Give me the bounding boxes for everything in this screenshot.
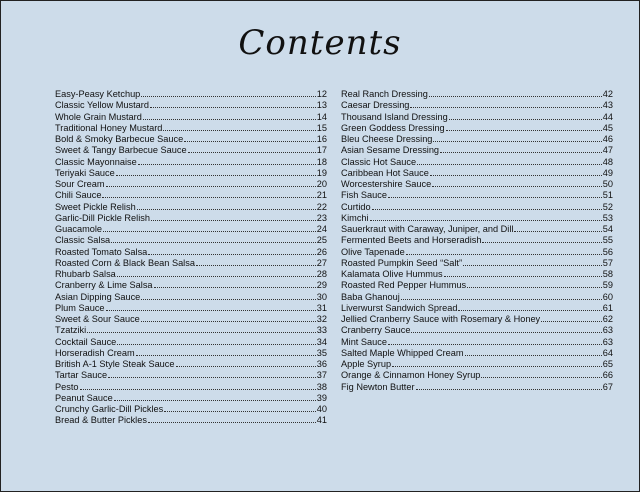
- toc-entry-title: Chili Sauce: [55, 190, 102, 201]
- toc-entry-page: 21: [316, 190, 327, 201]
- dot-leader: [440, 145, 602, 153]
- toc-entry-title: Kimchi: [341, 212, 369, 223]
- toc-entry-page: 15: [316, 122, 327, 133]
- toc-entry-title: Jellied Cranberry Sauce with Rosemary & Honey: [341, 314, 541, 324]
- dot-leader: [108, 370, 316, 378]
- toc-entry-page: 27: [316, 257, 327, 268]
- toc-entry-page: 24: [316, 224, 327, 234]
- dot-leader: [117, 337, 315, 345]
- toc-entry: [55, 157, 327, 168]
- toc-entry: [55, 224, 327, 235]
- toc-entry-page: 65: [602, 359, 613, 369]
- toc-entry: [341, 314, 613, 325]
- toc-right-column: [341, 89, 613, 393]
- toc-entry-page: 57: [602, 257, 613, 268]
- toc-entry: [341, 359, 613, 370]
- toc-entry: [55, 370, 327, 381]
- toc-entry-title: Liverwurst Sandwich Spread: [341, 302, 458, 313]
- toc-entry: [55, 314, 327, 325]
- toc-entry-title: Roasted Pumpkin Seed “Salt”: [341, 257, 463, 268]
- toc-entry-title: Fig Newton Butter: [341, 381, 415, 392]
- toc-entry: [55, 280, 327, 291]
- toc-entry-title: Sour Cream: [55, 179, 105, 189]
- toc-entry: [55, 359, 327, 370]
- toc-entry: [341, 112, 613, 123]
- toc-entry-title: Classic Hot Sauce: [341, 156, 417, 167]
- dot-leader: [106, 179, 316, 187]
- dot-leader: [417, 157, 602, 165]
- dot-leader: [196, 258, 316, 266]
- dot-leader: [148, 415, 316, 423]
- toc-entry-title: Guacamole: [55, 224, 102, 234]
- dot-leader: [372, 202, 602, 210]
- toc-entry: [341, 337, 613, 348]
- dot-leader: [465, 348, 602, 356]
- toc-entry: [55, 112, 327, 123]
- dot-leader: [103, 224, 316, 232]
- toc-entry: [55, 123, 327, 134]
- toc-entry-title: Orange & Cinnamon Honey Syrup: [341, 370, 481, 381]
- toc-entry: [341, 280, 613, 291]
- toc-entry: [341, 269, 613, 280]
- toc-entry: [341, 213, 613, 224]
- toc-entry-page: 63: [602, 336, 613, 347]
- toc-entry-page: 14: [316, 111, 327, 122]
- toc-entry: [55, 404, 327, 415]
- toc-entry-title: Classic Yellow Mustard: [55, 100, 149, 111]
- dot-leader: [176, 359, 316, 367]
- toc-entry-page: 60: [602, 291, 613, 302]
- toc-entry-page: 66: [602, 370, 613, 381]
- dot-leader: [449, 112, 602, 120]
- toc-entry-title: Olive Tapenade: [341, 246, 405, 257]
- toc-entry: [55, 190, 327, 201]
- toc-entry-title: Sauerkraut with Caraway, Juniper, and Dill: [341, 224, 514, 234]
- toc-entry-title: Classic Mayonnaise: [55, 156, 137, 167]
- toc-entry: [341, 89, 613, 100]
- toc-entry-page: 18: [316, 156, 327, 167]
- toc-entry: [55, 382, 327, 393]
- toc-entry-title: Plum Sauce: [55, 302, 105, 313]
- toc-entry: [55, 134, 327, 145]
- toc-entry-page: 40: [316, 404, 327, 414]
- toc-entry-title: Apple Syrup: [341, 359, 392, 369]
- toc-entry-page: 28: [316, 269, 327, 279]
- dot-leader: [141, 292, 315, 300]
- toc-entry-title: Garlic-Dill Pickle Relish: [55, 212, 150, 223]
- dot-leader: [114, 393, 316, 401]
- toc-entry-title: Pesto: [55, 381, 79, 392]
- toc-entry: [55, 258, 327, 269]
- toc-entry-title: Sweet & Sour Sauce: [55, 314, 140, 324]
- dot-leader: [541, 314, 602, 322]
- toc-entry-title: Bleu Cheese Dressing: [341, 134, 433, 144]
- toc-entry: [341, 258, 613, 269]
- toc-entry: [55, 168, 327, 179]
- dot-leader: [163, 123, 315, 131]
- dot-leader: [429, 89, 602, 97]
- toc-entry-page: 58: [602, 269, 613, 279]
- dot-leader: [106, 303, 316, 311]
- toc-entry-title: Tartar Sauce: [55, 370, 108, 381]
- toc-entry: [55, 292, 327, 303]
- toc-entry: [55, 145, 327, 156]
- toc-entry-title: Easy-Peasy Ketchup: [55, 89, 141, 99]
- toc-entry-title: Classic Salsa: [55, 235, 111, 246]
- dot-leader: [117, 269, 316, 277]
- toc-entry-title: Kalamata Olive Hummus: [341, 269, 443, 279]
- dot-leader: [416, 382, 602, 390]
- toc-entry: [55, 213, 327, 224]
- toc-entry: [55, 269, 327, 280]
- toc-entry-page: 30: [316, 291, 327, 302]
- toc-entry-title: Fermented Beets and Horseradish: [341, 235, 482, 246]
- dot-leader: [138, 157, 316, 165]
- toc-entry-page: 41: [316, 415, 327, 426]
- toc-entry: [55, 415, 327, 426]
- toc-entry-title: Sweet & Tangy Barbecue Sauce: [55, 145, 187, 156]
- toc-entry: [55, 348, 327, 359]
- toc-entry-title: Sweet Pickle Relish: [55, 201, 136, 212]
- toc-entry-page: 43: [602, 100, 613, 111]
- toc-entry-page: 54: [602, 224, 613, 234]
- toc-entry-page: 20: [316, 179, 327, 189]
- toc-entry-page: 16: [316, 134, 327, 144]
- toc-entry: [55, 337, 327, 348]
- toc-entry: [341, 134, 613, 145]
- toc-entry-page: 19: [316, 167, 327, 178]
- dot-leader: [111, 235, 316, 243]
- dot-leader: [406, 247, 602, 255]
- toc-entry-page: 46: [602, 134, 613, 144]
- toc-entry-page: 29: [316, 280, 327, 291]
- toc-entry-title: British A-1 Style Steak Sauce: [55, 359, 175, 369]
- toc-entry-title: Traditional Honey Mustard: [55, 122, 163, 133]
- dot-leader: [388, 337, 602, 345]
- toc-entry-title: Mint Sauce: [341, 336, 387, 347]
- toc-entry-title: Baba Ghanouj: [341, 291, 400, 302]
- toc-entry: [341, 224, 613, 235]
- toc-entry-page: 44: [602, 111, 613, 122]
- toc-entry-page: 17: [316, 145, 327, 156]
- dot-leader: [432, 179, 602, 187]
- toc-entry-page: 12: [316, 89, 327, 99]
- dot-leader: [446, 123, 602, 131]
- toc-entry-title: Cranberry Sauce: [341, 325, 411, 336]
- toc-entry-page: 62: [602, 314, 613, 324]
- toc-entry-page: 31: [316, 302, 327, 313]
- toc-entry-page: 13: [316, 100, 327, 111]
- toc-entry: [55, 202, 327, 213]
- dot-leader: [458, 303, 601, 311]
- toc-entry-title: Fish Sauce: [341, 190, 387, 201]
- toc-entry-page: 36: [316, 359, 327, 369]
- toc-entry-title: Bold & Smoky Barbecue Sauce: [55, 134, 184, 144]
- dot-leader: [141, 89, 315, 97]
- toc-entry-title: Asian Dipping Sauce: [55, 291, 141, 302]
- toc-entry-title: Roasted Corn & Black Bean Salsa: [55, 257, 195, 268]
- toc-entry-page: 38: [316, 381, 327, 392]
- toc-left-column: [55, 89, 327, 427]
- toc-entry-page: 23: [316, 212, 327, 223]
- toc-entry-title: Caesar Dressing: [341, 100, 410, 111]
- toc-entry: [341, 303, 613, 314]
- dot-leader: [164, 404, 316, 412]
- page-title: Contents: [238, 23, 402, 63]
- dot-leader: [370, 213, 602, 221]
- toc-entry: [55, 325, 327, 336]
- toc-entry: [55, 235, 327, 246]
- toc-entry-page: 32: [316, 314, 327, 324]
- toc-entry: [341, 325, 613, 336]
- dot-leader: [463, 258, 602, 266]
- toc-entry-page: 42: [602, 89, 613, 99]
- toc-entry-page: 63: [602, 325, 613, 336]
- toc-entry: [341, 235, 613, 246]
- toc-entry-title: Peanut Sauce: [55, 392, 113, 403]
- toc-entry: [341, 202, 613, 213]
- dot-leader: [433, 134, 601, 142]
- toc-entry-title: Crunchy Garlic-Dill Pickles: [55, 404, 164, 414]
- dot-leader: [482, 235, 601, 243]
- toc-entry-title: Salted Maple Whipped Cream: [341, 347, 464, 358]
- dot-leader: [430, 168, 602, 176]
- dot-leader: [410, 100, 601, 108]
- toc-entry: [341, 382, 613, 393]
- toc-entry: [341, 123, 613, 134]
- toc-entry-page: 25: [316, 235, 327, 246]
- dot-leader: [467, 280, 602, 288]
- toc-entry: [341, 100, 613, 111]
- toc-entry: [55, 303, 327, 314]
- toc-entry-title: Tzatziki: [55, 325, 87, 336]
- toc-entry-page: 34: [316, 336, 327, 347]
- toc-entry-page: 55: [602, 235, 613, 246]
- toc-entry-title: Caribbean Hot Sauce: [341, 167, 429, 178]
- dot-leader: [141, 314, 316, 322]
- toc-entry-title: Rhubarb Salsa: [55, 269, 116, 279]
- toc-entry-title: Horseradish Cream: [55, 347, 135, 358]
- toc-entry: [55, 89, 327, 100]
- dot-leader: [401, 292, 602, 300]
- toc-entry: [341, 370, 613, 381]
- toc-entry-title: Teriyaki Sauce: [55, 167, 115, 178]
- toc-entry-page: 59: [602, 280, 613, 291]
- toc-entry: [55, 247, 327, 258]
- dot-leader: [154, 280, 316, 288]
- toc-entry-page: 22: [316, 201, 327, 212]
- dot-leader: [143, 112, 316, 120]
- dot-leader: [102, 190, 315, 198]
- toc-entry: [341, 168, 613, 179]
- toc-entry-page: 48: [602, 156, 613, 167]
- dot-leader: [392, 359, 602, 367]
- toc-entry-page: 45: [602, 122, 613, 133]
- toc-entry-title: Cocktail Sauce: [55, 336, 117, 347]
- toc-entry: [341, 145, 613, 156]
- toc-entry-page: 51: [602, 190, 613, 201]
- toc-entry-page: 52: [602, 201, 613, 212]
- toc-entry-page: 50: [602, 179, 613, 189]
- toc-entry: [341, 348, 613, 359]
- toc-entry: [55, 100, 327, 111]
- toc-entry-page: 35: [316, 347, 327, 358]
- toc-entry-page: 67: [602, 381, 613, 392]
- toc-entry-title: Bread & Butter Pickles: [55, 415, 147, 426]
- dot-leader: [150, 100, 316, 108]
- dot-leader: [184, 134, 316, 142]
- dot-leader: [481, 370, 601, 378]
- dot-leader: [388, 190, 602, 198]
- toc-entry-page: 47: [602, 145, 613, 156]
- toc-entry-page: 33: [316, 325, 327, 336]
- dot-leader: [444, 269, 602, 277]
- toc-entry-page: 49: [602, 167, 613, 178]
- toc-entry-page: 39: [316, 392, 327, 403]
- toc-entry-page: 53: [602, 212, 613, 223]
- toc-entry-title: Worcestershire Sauce: [341, 179, 432, 189]
- toc-entry-title: Roasted Tomato Salsa: [55, 246, 148, 257]
- dot-leader: [87, 325, 316, 333]
- toc-entry-title: Real Ranch Dressing: [341, 89, 428, 99]
- toc-entry: [341, 247, 613, 258]
- toc-entry-title: Cranberry & Lime Salsa: [55, 280, 153, 291]
- toc-entry-page: 26: [316, 246, 327, 257]
- toc-entry: [341, 292, 613, 303]
- toc-entry-title: Asian Sesame Dressing: [341, 145, 440, 156]
- toc-entry-title: Green Goddess Dressing: [341, 122, 445, 133]
- toc-entry: [341, 179, 613, 190]
- toc-entry: [341, 157, 613, 168]
- toc-entry-page: 37: [316, 370, 327, 381]
- dot-leader: [80, 382, 316, 390]
- toc-entry-page: 64: [602, 347, 613, 358]
- dot-leader: [151, 213, 316, 221]
- toc-entry-title: Thousand Island Dressing: [341, 111, 448, 122]
- dot-leader: [514, 224, 601, 232]
- toc-entry-page: 56: [602, 246, 613, 257]
- toc-entry: [341, 190, 613, 201]
- toc-entry-title: Roasted Red Pepper Hummus: [341, 280, 467, 291]
- toc-entry: [55, 179, 327, 190]
- dot-leader: [188, 145, 316, 153]
- dot-leader: [116, 168, 316, 176]
- toc-entry-page: 61: [602, 302, 613, 313]
- dot-leader: [136, 348, 316, 356]
- dot-leader: [148, 247, 315, 255]
- toc-entry-title: Curtido: [341, 201, 371, 212]
- toc-entry: [55, 393, 327, 404]
- toc-entry-title: Whole Grain Mustard: [55, 111, 142, 122]
- dot-leader: [137, 202, 316, 210]
- dot-leader: [411, 325, 601, 333]
